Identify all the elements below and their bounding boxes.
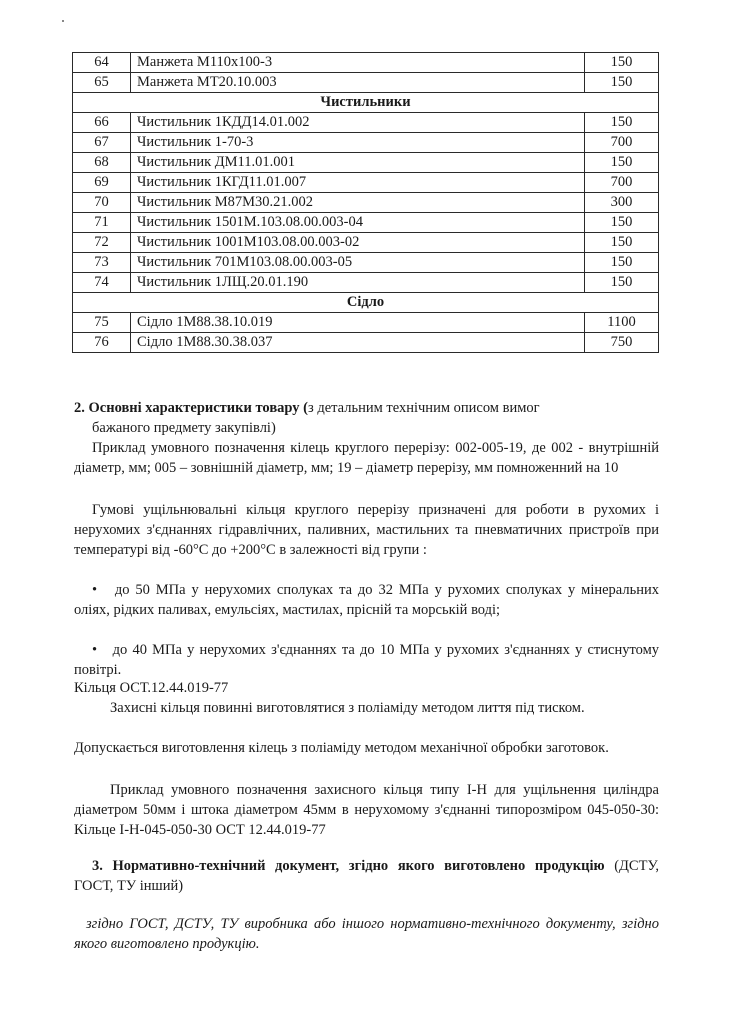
- table-section-row: [73, 93, 659, 113]
- item-name: Сідло 1М88.30.38.037: [131, 333, 585, 353]
- item-quantity: 150: [585, 153, 659, 173]
- item-quantity: 150: [585, 253, 659, 273]
- item-quantity: 150: [585, 73, 659, 93]
- item-name: Чистильник 1ЛЩ.20.01.190: [131, 273, 585, 293]
- section-2-heading: [74, 398, 659, 418]
- row-number: 68: [73, 153, 131, 173]
- table-row: [73, 133, 659, 153]
- row-number: 73: [73, 253, 131, 273]
- item-quantity: 150: [585, 233, 659, 253]
- paragraph-machining-allowed: Допускається виготовлення кілець з поліаміду методом механічної обробки заготовок.: [74, 740, 609, 756]
- table-row: [73, 273, 659, 293]
- item-quantity: 150: [585, 53, 659, 73]
- item-name: Манжета М110х100-3: [131, 53, 585, 73]
- row-number: 66: [73, 113, 131, 133]
- paragraph-rubber-rings: Гумові ущільнювальні кільця круглого перерізу призначені для роботи в рухомих і нерухомих з'єднаннях гідравлічних, паливних, мастильних та пневматичних пристроїв при температурі від -60°C до +200°C в залежності від групи :: [74, 502, 659, 558]
- bullet-item-2-text: до 40 МПа у нерухомих з'єднаннях та до 10 МПа у рухомих з'єднаннях у стиснутому повітрі.: [74, 642, 659, 678]
- table-row: [73, 153, 659, 173]
- table-row: [73, 213, 659, 233]
- row-number: 74: [73, 273, 131, 293]
- item-quantity: 150: [585, 273, 659, 293]
- item-name: Чистильник 1КДД14.01.002: [131, 113, 585, 133]
- item-name: Чистильник 701М103.08.00.003-05: [131, 253, 585, 273]
- row-number: 75: [73, 313, 131, 333]
- item-name: Чистильник 1501М.103.08.00.003-04: [131, 213, 585, 233]
- item-quantity: 700: [585, 133, 659, 153]
- row-number: 71: [73, 213, 131, 233]
- item-name: Чистильник 1-70-3: [131, 133, 585, 153]
- row-number: 76: [73, 333, 131, 353]
- row-number: 64: [73, 53, 131, 73]
- section-title: Сідло: [73, 293, 659, 313]
- table-row: [73, 193, 659, 213]
- row-number: 69: [73, 173, 131, 193]
- item-quantity: 1100: [585, 313, 659, 333]
- section-2-heading-line2: бажаного предмету закупівлі): [92, 420, 276, 436]
- table-row: [73, 313, 659, 333]
- bullet-item-2: [74, 640, 659, 680]
- table-row: [73, 173, 659, 193]
- row-number: 70: [73, 193, 131, 213]
- item-name: Чистильник 1КГД11.01.007: [131, 173, 585, 193]
- item-name: Чистильник М87М30.21.002: [131, 193, 585, 213]
- table-row: [73, 73, 659, 93]
- paragraph-protective-ring-example: Приклад умовного позначення захисного кільця типу І-Н для ущільнення циліндра діаметром 50мм і штока діаметром 45мм в нерухомому з'єднанні типорозміром 045-050-30: Кільце І-Н-045-050-30 ОСТ 12.44.019-77: [74, 782, 659, 838]
- table-section-row: [73, 293, 659, 313]
- row-number: 72: [73, 233, 131, 253]
- scan-speck: [62, 20, 64, 22]
- products-table: [72, 52, 659, 353]
- item-quantity: 300: [585, 193, 659, 213]
- table-row: [73, 253, 659, 273]
- row-number: 67: [73, 133, 131, 153]
- table-row: [73, 233, 659, 253]
- table-row: [73, 333, 659, 353]
- paragraph-protective-rings: Захисні кільця повинні виготовлятися з поліаміду методом лиття під тиском.: [110, 700, 585, 716]
- item-name: Манжета МТ20.10.003: [131, 73, 585, 93]
- bullet-item-1-text: до 50 МПа у нерухомих сполуках та до 32 МПа у рухомих сполуках у мінеральних оліях, рідких паливах, емульсіях, мастилах, прісній та морській воді;: [74, 582, 659, 618]
- item-name: Чистильник ДМ11.01.001: [131, 153, 585, 173]
- table-row: [73, 113, 659, 133]
- section-2-heading-rest: з детальним технічним описом вимог: [307, 400, 540, 416]
- section-3-heading-bold: 3. Нормативно-технічний документ, згідно якого виготовлено продукцію: [92, 858, 605, 874]
- bullet-item-1: [74, 580, 659, 620]
- item-name: Сідло 1М88.38.10.019: [131, 313, 585, 333]
- item-quantity: 150: [585, 113, 659, 133]
- paragraph-ring-designation: Приклад умовного позначення кілець круглого перерізу: 002-005-19, де 002 - внутрішній діаметр, мм; 005 – зовнішній діаметр, мм; 19 – діаметр перерізу, мм помноженний на 10: [74, 440, 659, 476]
- bullet-mark: •: [92, 582, 115, 598]
- section-2-heading-bold: 2. Основні характеристики товару (: [74, 400, 308, 416]
- rings-standard: Кільця ОСТ.12.44.019-77: [74, 680, 229, 696]
- item-name: Чистильник 1001М103.08.00.003-02: [131, 233, 585, 253]
- section-3-heading-rest: (ДСТУ, ГОСТ, ТУ інший): [74, 858, 659, 894]
- section-title: Чистильники: [73, 93, 659, 113]
- item-quantity: 750: [585, 333, 659, 353]
- item-quantity: 150: [585, 213, 659, 233]
- bullet-mark: •: [92, 642, 113, 658]
- row-number: 65: [73, 73, 131, 93]
- section-3-note: згідно ГОСТ, ДСТУ, ТУ виробника або іншого нормативно-технічного документу, згідно якого виготовлено продукцію.: [74, 916, 659, 952]
- table-row: [73, 53, 659, 73]
- item-quantity: 700: [585, 173, 659, 193]
- section-3-heading: [74, 856, 659, 896]
